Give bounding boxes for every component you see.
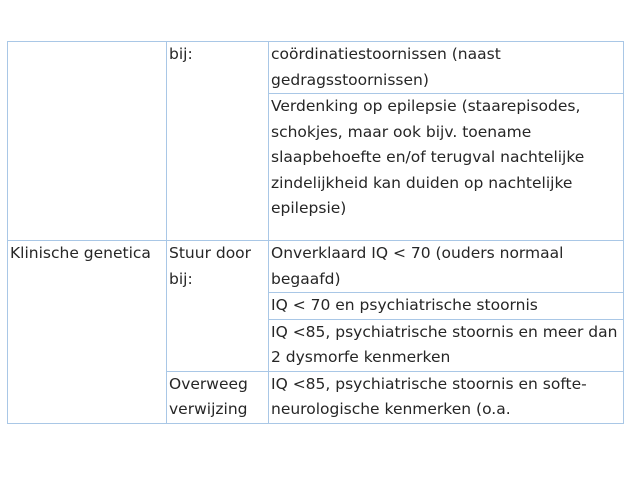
cell-text: Stuur door bij: (169, 244, 252, 288)
table-cell (269, 371, 624, 423)
criteria-table (7, 41, 624, 424)
cell-text: coördinatiestoornissen (naast gedragsstoornissen) (271, 45, 501, 89)
table-cell (167, 241, 269, 372)
cell-text: Overweeg verwijzing (169, 374, 248, 418)
cell-text: bij: (169, 45, 193, 63)
table-row (8, 42, 624, 94)
table-cell (167, 371, 269, 423)
cell-text: IQ <85, psychiatrische stoornis en meer dan 2 dysmorfe kenmerken (271, 322, 618, 366)
table-cell (167, 42, 269, 241)
table-cell (269, 293, 624, 320)
cell-text: Klinische genetica (10, 244, 151, 262)
cell-text: IQ <85, psychiatrische stoornis en softe-neurologische kenmerken (o.a. (271, 374, 587, 418)
table-cell (269, 319, 624, 371)
table-cell (269, 42, 624, 94)
table-cell (269, 241, 624, 293)
table-cell (8, 42, 167, 241)
table-cell (8, 241, 167, 424)
cell-text: Onverklaard IQ < 70 (ouders normaal begaafd) (271, 244, 564, 288)
cell-text: Verdenking op epilepsie (staarepisodes, schokjes, maar ook bijv. toename slaapbehoefte en/of terugval nachtelijke zindelijkheid kan duiden op nachtelijke epilepsie) (271, 97, 585, 217)
cell-text: IQ < 70 en psychiatrische stoornis (271, 296, 538, 314)
table-cell (269, 94, 624, 241)
table-row (8, 241, 624, 293)
